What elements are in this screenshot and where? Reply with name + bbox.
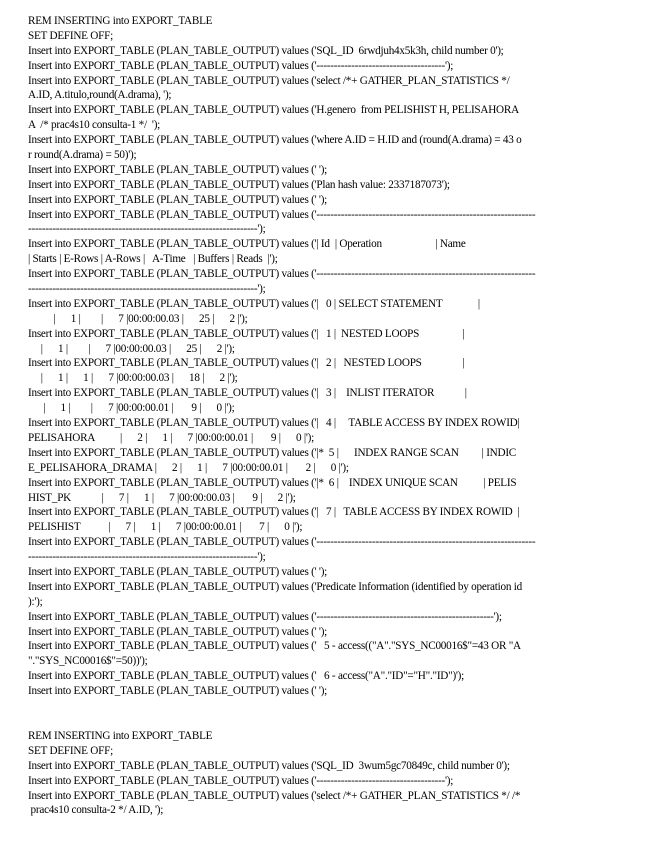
text-line: Insert into EXPORT_TABLE (PLAN_TABLE_OUTPUT) values (' '); <box>28 685 328 698</box>
text-line: | Starts | E-Rows | A-Rows | A-Time | Buffers | Reads |'); <box>28 253 278 266</box>
text-line: ------------------------------------------------------------------'); <box>28 223 266 236</box>
text-line: Insert into EXPORT_TABLE (PLAN_TABLE_OUTPUT) values ('| Id | Operation | Name <box>28 238 466 251</box>
block-separator <box>28 699 631 729</box>
text-line: REM INSERTING into EXPORT_TABLE <box>28 729 213 742</box>
text-line: Insert into EXPORT_TABLE (PLAN_TABLE_OUTPUT) values ('select /*+ GATHER_PLAN_STATISTICS */ /* <box>28 789 521 802</box>
text-line: Insert into EXPORT_TABLE (PLAN_TABLE_OUTPUT) values (' '); <box>28 565 328 578</box>
text-line: ------------------------------------------------------------------'); <box>28 283 266 296</box>
text-line: Insert into EXPORT_TABLE (PLAN_TABLE_OUTPUT) values ('where A.ID = H.ID and (round(A.drama) = 43 o <box>28 134 522 147</box>
text-line: Insert into EXPORT_TABLE (PLAN_TABLE_OUTPUT) values ('| 4 | TABLE ACCESS BY INDEX ROWID| <box>28 417 520 430</box>
sql-export-block-2 <box>28 729 631 818</box>
text-line: Insert into EXPORT_TABLE (PLAN_TABLE_OUTPUT) values ('--------------------------------------------------------------- <box>28 268 536 281</box>
text-line: Insert into EXPORT_TABLE (PLAN_TABLE_OUTPUT) values ('SQL_ID 6rwdjuh4x5k3h, child number 0'); <box>28 44 504 57</box>
text-line: Insert into EXPORT_TABLE (PLAN_TABLE_OUTPUT) values (' '); <box>28 193 328 206</box>
text-line: Insert into EXPORT_TABLE (PLAN_TABLE_OUTPUT) values ('| 7 | TABLE ACCESS BY INDEX ROWID | <box>28 506 520 519</box>
text-line: prac4s10 consulta-2 */ A.ID, '); <box>28 804 164 817</box>
text-line: Insert into EXPORT_TABLE (PLAN_TABLE_OUTPUT) values ('Plan hash value: 2337187073'); <box>28 178 450 191</box>
text-line: Insert into EXPORT_TABLE (PLAN_TABLE_OUTPUT) values ('select /*+ GATHER_PLAN_STATISTICS */ <box>28 74 510 87</box>
text-line: | 1 | | 7 |00:00:00.03 | 25 | 2 |'); <box>28 312 248 325</box>
text-line: Insert into EXPORT_TABLE (PLAN_TABLE_OUTPUT) values ('H.genero from PELISHIST H, PELISAHORA <box>28 104 519 117</box>
text-line: ------------------------------------------------------------------'); <box>28 551 266 564</box>
text-line: A.ID, A.titulo,round(A.drama), '); <box>28 89 172 102</box>
text-line: r round(A.drama) = 50)'); <box>28 149 137 162</box>
text-line: Insert into EXPORT_TABLE (PLAN_TABLE_OUTPUT) values (' '); <box>28 163 328 176</box>
text-line: Insert into EXPORT_TABLE (PLAN_TABLE_OUTPUT) values (' '); <box>28 625 328 638</box>
text-line: ):'); <box>28 595 43 608</box>
text-line: Insert into EXPORT_TABLE (PLAN_TABLE_OUTPUT) values ('| 1 | NESTED LOOPS | <box>28 327 465 340</box>
text-line: Insert into EXPORT_TABLE (PLAN_TABLE_OUTPUT) values ('|* 6 | INDEX UNIQUE SCAN | PELIS <box>28 476 517 489</box>
text-line: E_PELISAHORA_DRAMA | 2 | 1 | 7 |00:00:00.01 | 2 | 0 |'); <box>28 461 349 474</box>
text-line: SET DEFINE OFF; <box>28 29 113 42</box>
text-line: Insert into EXPORT_TABLE (PLAN_TABLE_OUTPUT) values ('| 2 | NESTED LOOPS | <box>28 357 465 370</box>
text-line: A /* prac4s10 consulta-1 */ '); <box>28 119 161 132</box>
text-line: REM INSERTING into EXPORT_TABLE <box>28 15 213 27</box>
text-line: Insert into EXPORT_TABLE (PLAN_TABLE_OUTPUT) values (' 5 - access(("A"."SYS_NC00016$"=43 OR "A <box>28 640 521 653</box>
text-line: Insert into EXPORT_TABLE (PLAN_TABLE_OUTPUT) values ('--------------------------------------------------------------- <box>28 208 536 221</box>
text-line: Insert into EXPORT_TABLE (PLAN_TABLE_OUTPUT) values ('SQL_ID 3wum5gc70849c, child number 0'); <box>28 759 510 772</box>
text-line: SET DEFINE OFF; <box>28 744 113 757</box>
text-line: | 1 | | 7 |00:00:00.01 | 9 | 0 |'); <box>28 402 235 415</box>
text-line: Insert into EXPORT_TABLE (PLAN_TABLE_OUTPUT) values (' 6 - access("A"."ID"="H"."ID")'); <box>28 670 465 683</box>
text-line: Insert into EXPORT_TABLE (PLAN_TABLE_OUTPUT) values ('-------------------------------------'); <box>28 774 454 787</box>
text-line: PELISHIST | 7 | 1 | 7 |00:00:00.01 | 7 | 0 |'); <box>28 521 303 534</box>
text-line: Insert into EXPORT_TABLE (PLAN_TABLE_OUTPUT) values ('Predicate Information (identified by operation id <box>28 580 522 593</box>
text-line: Insert into EXPORT_TABLE (PLAN_TABLE_OUTPUT) values ('| 3 | INLIST ITERATOR | <box>28 387 467 400</box>
text-line: | 1 | 1 | 7 |00:00:00.03 | 18 | 2 |'); <box>28 372 238 385</box>
text-line: "."SYS_NC00016$"=50))'); <box>28 655 148 668</box>
text-line: Insert into EXPORT_TABLE (PLAN_TABLE_OUTPUT) values ('--------------------------------------------------------------- <box>28 536 536 549</box>
text-line: Insert into EXPORT_TABLE (PLAN_TABLE_OUTPUT) values ('-------------------------------------'); <box>28 59 454 72</box>
text-line: Insert into EXPORT_TABLE (PLAN_TABLE_OUTPUT) values ('| 0 | SELECT STATEMENT | <box>28 297 480 310</box>
text-line: Insert into EXPORT_TABLE (PLAN_TABLE_OUTPUT) values ('|* 5 | INDEX RANGE SCAN | INDIC <box>28 446 517 459</box>
sql-export-block-1 <box>28 14 631 699</box>
text-line: HIST_PK | 7 | 1 | 7 |00:00:00.03 | 9 | 2 |'); <box>28 491 296 504</box>
text-line: PELISAHORA | 2 | 1 | 7 |00:00:00.01 | 9 | 0 |'); <box>28 431 314 444</box>
text-line: | 1 | | 7 |00:00:00.03 | 25 | 2 |'); <box>28 342 235 355</box>
text-line: Insert into EXPORT_TABLE (PLAN_TABLE_OUTPUT) values ('---------------------------------------------------'); <box>28 610 502 623</box>
